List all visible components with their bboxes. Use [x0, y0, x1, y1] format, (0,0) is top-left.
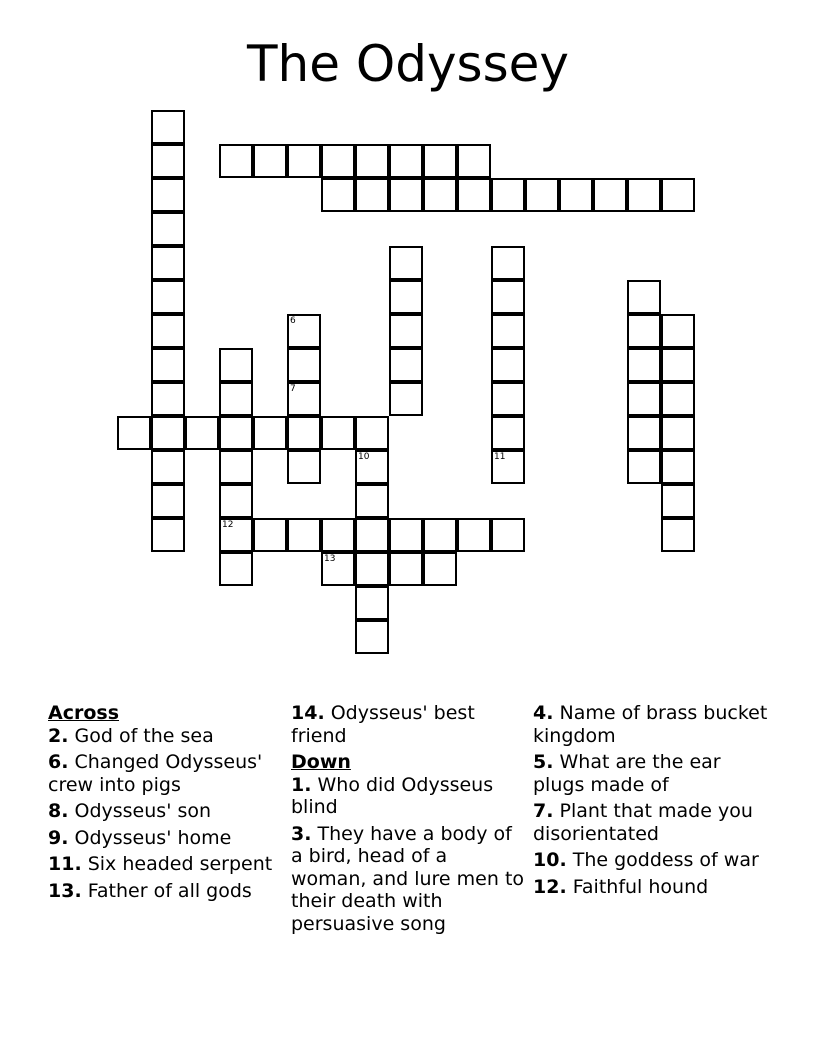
grid-cell[interactable] [491, 246, 525, 280]
clue-item [291, 702, 527, 747]
down-heading: Down [291, 751, 351, 773]
grid-cell[interactable] [355, 144, 389, 178]
across-heading: Across [48, 702, 120, 724]
grid-cell[interactable] [389, 246, 423, 280]
grid-cell[interactable] [423, 178, 457, 212]
grid-cell[interactable] [355, 416, 389, 450]
clue-number: 9. [48, 826, 69, 849]
grid-cell[interactable] [661, 314, 695, 348]
grid-cell[interactable] [627, 280, 661, 314]
grid-cell[interactable] [627, 178, 661, 212]
clue-text: Name of brass bucket kingdom [533, 702, 768, 747]
grid-cell[interactable] [389, 518, 423, 552]
clue-number-label: 6 [290, 316, 296, 326]
across-clue-list [48, 725, 284, 903]
clue-text: Faithful hound [572, 875, 709, 898]
clue-text: Odysseus' best friend [291, 702, 475, 747]
grid-cell[interactable] [389, 348, 423, 382]
clue-item [48, 725, 284, 748]
clue-text: God of the sea [74, 724, 214, 747]
clue-number: 3. [291, 822, 312, 845]
grid-cell[interactable] [457, 178, 491, 212]
grid-cell[interactable] [389, 314, 423, 348]
grid-cell[interactable] [151, 518, 185, 552]
clue-item [48, 880, 284, 903]
clue-column-3 [533, 702, 769, 902]
clue-column-1 [48, 702, 284, 906]
clue-number: 5. [533, 751, 554, 773]
clue-item [48, 827, 284, 850]
clue-number: 14. [291, 702, 325, 724]
grid-cell[interactable] [491, 280, 525, 314]
grid-cell[interactable] [219, 518, 253, 552]
grid-cell[interactable] [491, 382, 525, 416]
grid-cell[interactable] [151, 484, 185, 518]
clue-number: 1. [291, 773, 312, 796]
grid-cell[interactable] [151, 178, 185, 212]
grid-cell[interactable] [661, 382, 695, 416]
down-clue-list-continued [533, 702, 769, 898]
clue-text: What are the ear plugs made of [533, 751, 721, 796]
grid-cell[interactable] [355, 518, 389, 552]
clue-number: 13. [48, 879, 82, 902]
clue-text: Who did Odysseus blind [291, 773, 494, 818]
grid-cell[interactable] [355, 620, 389, 654]
grid-cell[interactable] [423, 144, 457, 178]
grid-cell[interactable] [355, 586, 389, 620]
grid-cell[interactable] [661, 416, 695, 450]
grid-cell[interactable] [627, 314, 661, 348]
grid-cell[interactable] [219, 416, 253, 450]
grid-cell[interactable] [151, 144, 185, 178]
across-clue-list-continued [291, 702, 527, 747]
grid-cell[interactable] [491, 348, 525, 382]
grid-cell[interactable] [423, 552, 457, 586]
grid-cell[interactable] [287, 518, 321, 552]
grid-cell[interactable] [661, 518, 695, 552]
grid-cell[interactable] [151, 212, 185, 246]
grid-cell[interactable] [287, 382, 321, 416]
clue-text: Odysseus' son [74, 800, 212, 822]
clue-text: They have a body of a bird, head of a woman, and lure men to their death with persuasive song [291, 822, 525, 935]
grid-cell[interactable] [219, 484, 253, 518]
grid-cell[interactable] [525, 178, 559, 212]
grid-cell[interactable] [355, 484, 389, 518]
down-clue-list [291, 774, 527, 936]
clue-text: Odysseus' home [74, 826, 232, 849]
grid-cell[interactable] [627, 416, 661, 450]
grid-cell[interactable] [661, 348, 695, 382]
clue-number-label: 11 [494, 452, 506, 462]
grid-cell[interactable] [661, 450, 695, 484]
clue-number: 6. [48, 751, 69, 773]
grid-cell[interactable] [491, 314, 525, 348]
clue-text: The goddess of war [572, 849, 759, 871]
grid-cell[interactable] [491, 178, 525, 212]
grid-cell[interactable] [389, 552, 423, 586]
grid-cell[interactable] [151, 416, 185, 450]
clue-text: Father of all gods [87, 879, 252, 902]
clue-number: 7. [533, 800, 554, 822]
clue-text: Plant that made you disorientated [533, 800, 753, 845]
grid-cell[interactable] [219, 348, 253, 382]
grid-cell[interactable] [287, 450, 321, 484]
grid-cell[interactable] [253, 144, 287, 178]
grid-cell[interactable] [219, 450, 253, 484]
clue-number-label: 7 [290, 384, 296, 394]
clue-item [533, 849, 769, 872]
grid-cell[interactable] [661, 178, 695, 212]
clue-item [533, 876, 769, 899]
grid-cell[interactable] [151, 348, 185, 382]
clue-item [533, 702, 769, 747]
grid-cell[interactable] [219, 144, 253, 178]
grid-cell[interactable] [117, 416, 151, 450]
grid-cell[interactable] [287, 416, 321, 450]
grid-cell[interactable] [355, 450, 389, 484]
clue-number: 2. [48, 724, 69, 747]
clue-column-2 [291, 702, 527, 939]
clue-number: 11. [48, 853, 82, 875]
grid-cell[interactable] [321, 178, 355, 212]
grid-cell[interactable] [389, 382, 423, 416]
grid-cell[interactable] [627, 450, 661, 484]
grid-cell[interactable] [593, 178, 627, 212]
grid-cell[interactable] [661, 484, 695, 518]
clue-number-label: 10 [358, 452, 370, 462]
grid-cell[interactable] [457, 144, 491, 178]
clue-item [291, 774, 527, 819]
clue-item [48, 751, 284, 796]
grid-cell[interactable] [491, 518, 525, 552]
grid-cell[interactable] [321, 518, 355, 552]
grid-cell[interactable] [389, 280, 423, 314]
grid-cell[interactable] [253, 518, 287, 552]
grid-cell[interactable] [151, 450, 185, 484]
clue-number: 10. [533, 849, 567, 871]
grid-cell[interactable] [389, 178, 423, 212]
grid-cell[interactable] [185, 416, 219, 450]
clue-item [533, 751, 769, 796]
clue-number: 4. [533, 702, 554, 724]
grid-cell[interactable] [457, 518, 491, 552]
grid-cell[interactable] [151, 246, 185, 280]
grid-cell[interactable] [355, 178, 389, 212]
grid-cell[interactable] [491, 416, 525, 450]
clue-text: Six headed serpent [87, 853, 273, 875]
clue-number-label: 12 [222, 520, 234, 530]
grid-cell[interactable] [151, 382, 185, 416]
grid-cell[interactable] [151, 110, 185, 144]
grid-cell[interactable] [627, 382, 661, 416]
clue-text: Changed Odysseus' crew into pigs [48, 751, 263, 796]
grid-cell[interactable] [423, 518, 457, 552]
grid-cell[interactable] [287, 314, 321, 348]
grid-cell[interactable] [287, 144, 321, 178]
clue-item [533, 800, 769, 845]
grid-cell[interactable] [219, 552, 253, 586]
grid-cell[interactable] [151, 280, 185, 314]
grid-cell[interactable] [627, 348, 661, 382]
clue-number: 8. [48, 800, 69, 822]
clue-number: 12. [533, 875, 567, 898]
grid-cell[interactable] [321, 552, 355, 586]
clue-item [291, 823, 527, 936]
grid-cell[interactable] [559, 178, 593, 212]
clue-item [48, 800, 284, 823]
grid-cell[interactable] [151, 314, 185, 348]
grid-cell[interactable] [491, 450, 525, 484]
clue-number-label: 13 [324, 554, 336, 564]
puzzle-title: The Odyssey [246, 35, 570, 93]
grid-cell[interactable] [321, 144, 355, 178]
grid-cell[interactable] [355, 552, 389, 586]
grid-cell[interactable] [389, 144, 423, 178]
grid-cell[interactable] [287, 348, 321, 382]
grid-cell[interactable] [253, 416, 287, 450]
clue-item [48, 853, 284, 876]
grid-cell[interactable] [321, 416, 355, 450]
grid-cell[interactable] [219, 382, 253, 416]
